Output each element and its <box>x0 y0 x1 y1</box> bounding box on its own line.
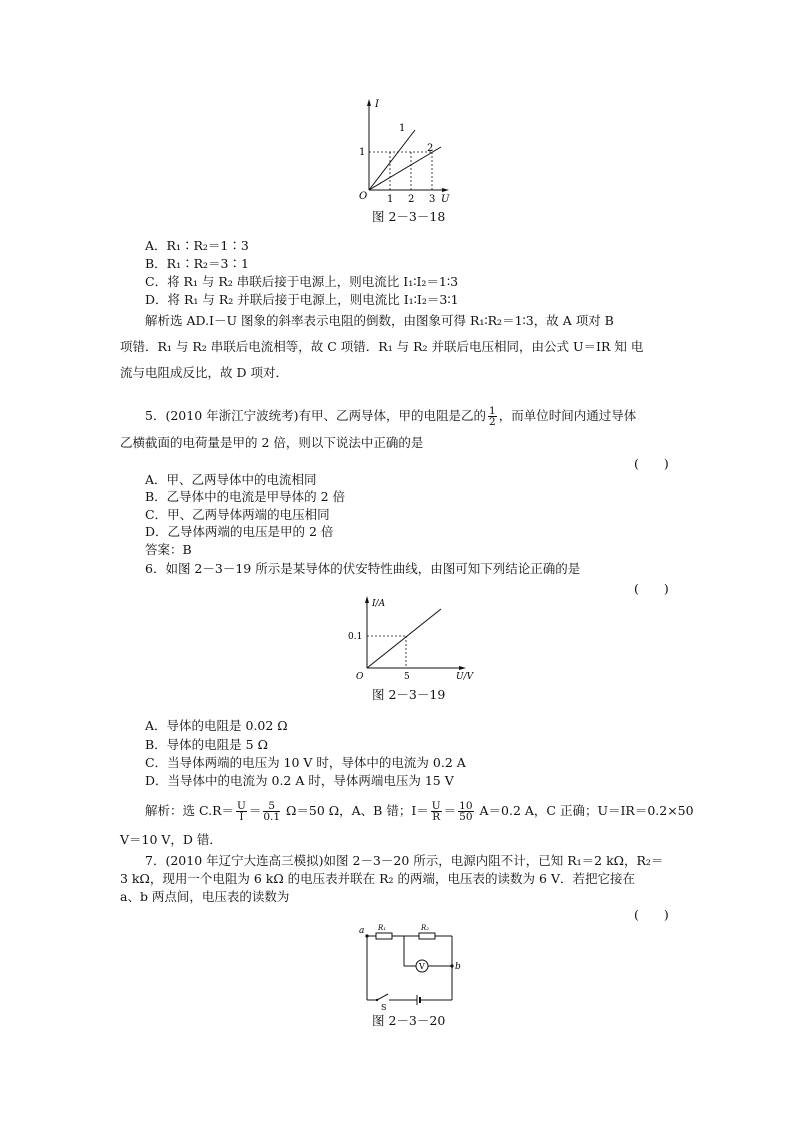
resistor-r1 <box>376 933 392 939</box>
question-7-stem: 7．(2010 年辽宁大连高三模拟)如图 2－3－20 所示，电源内阻不计，已知 R₁＝2 kΩ，R₂＝ <box>145 853 664 868</box>
option-d: D．将 R₁ 与 R₂ 并联后接于电源上，则电流比 I₁∶I₂＝3∶1 <box>145 292 459 307</box>
figure-caption: 图 2－3－20 <box>372 1013 446 1028</box>
line-2-label: 2 <box>427 143 434 154</box>
analysis-line: 流与电阻成反比，故 D 项对． <box>120 365 288 380</box>
label-s: S <box>381 1003 387 1010</box>
analysis-text: ＝ <box>248 803 262 818</box>
option-b: B．乙导体中的电流是甲导体的 2 倍 <box>145 489 346 504</box>
numerator: 1 <box>489 405 496 417</box>
x-axis-label: U/V <box>456 672 474 682</box>
answer-blank: ( ) <box>634 581 669 596</box>
switch-contact <box>376 999 378 1001</box>
option-b: B．导体的电阻是 5 Ω <box>145 737 268 752</box>
analysis-line <box>145 800 694 822</box>
label-a: a <box>359 926 365 936</box>
x-tick-label: 3 <box>429 194 436 205</box>
fraction <box>236 801 247 822</box>
terminal-b <box>450 964 453 967</box>
label-r2: R₂ <box>421 924 430 932</box>
line-1 <box>369 130 415 190</box>
denominator: 0.1 <box>263 811 281 823</box>
answer-blank: ( ) <box>634 456 669 471</box>
label-b: b <box>455 962 461 972</box>
voltmeter-label: V <box>419 962 425 971</box>
x-tick-label: 2 <box>408 194 415 205</box>
stem-text: ，而单位时间内通过导体 <box>498 408 637 423</box>
numerator: U <box>236 800 246 812</box>
fraction <box>488 406 497 427</box>
x-tick-label: 1 <box>387 194 394 205</box>
analysis-text: A＝0.2 A，C 正确；U＝IR＝0.2×50 <box>475 803 694 818</box>
resistor-r2 <box>419 933 435 939</box>
figure-2-3-19 <box>338 592 478 684</box>
option-c: C．甲、乙两导体两端的电压相同 <box>145 507 330 522</box>
denominator: R <box>432 811 441 823</box>
denominator: 2 <box>489 416 496 428</box>
question-7-stem: a、b 两点间，电压表的读数为 <box>120 889 290 904</box>
figure-caption: 图 2－3－19 <box>372 687 446 702</box>
y-tick-label: 1 <box>359 147 366 158</box>
option-d: D．乙导体两端的电压是甲的 2 倍 <box>145 524 334 539</box>
denominator: I <box>239 811 244 823</box>
x-axis-label: U <box>441 194 450 205</box>
fraction <box>431 801 442 822</box>
numerator: 10 <box>459 800 473 812</box>
figure-caption: 图 2－3－18 <box>372 209 446 224</box>
terminal-a <box>365 934 368 937</box>
denominator: 50 <box>459 811 473 823</box>
option-a: A．甲、乙两导体中的电流相同 <box>145 472 317 487</box>
question-6-stem: 6．如图 2－3－19 所示是某导体的伏安特性曲线，由图可知下列结论正确的是 <box>145 561 581 576</box>
option-a: A．导体的电阻是 0.02 Ω <box>145 718 288 733</box>
switch-icon <box>377 994 388 1000</box>
label-r1: R₁ <box>378 924 387 932</box>
origin-label: O <box>359 191 368 202</box>
stem-text: 5．(2010 年浙江宁波统考)有甲、乙两导体，甲的电阻是乙的 <box>145 408 486 423</box>
analysis-line: V＝10 V，D 错． <box>120 832 222 847</box>
analysis-text: 解析：选 C.R＝ <box>145 803 234 818</box>
x-tick-label: 5 <box>404 672 410 682</box>
analysis-text: Ω＝50 Ω，A、B 错；I＝ <box>282 803 429 818</box>
question-5-stem: 乙横截面的电荷量是甲的 2 倍，则以下说法中正确的是 <box>120 435 424 450</box>
line-1-label: 1 <box>399 123 406 134</box>
option-c: C．将 R₁ 与 R₂ 串联后接于电源上，则电流比 I₁∶I₂＝1∶3 <box>145 274 459 289</box>
option-a: A．R₁∶R₂＝1∶3 <box>145 238 249 253</box>
question-5-stem <box>145 406 636 427</box>
answer: 答案：B <box>145 542 192 557</box>
y-axis-label: I/A <box>372 599 386 609</box>
fraction <box>263 801 280 822</box>
fraction <box>458 801 473 822</box>
option-d: D．当导体中的电流为 0.2 A 时，导体两端电压为 15 V <box>145 773 454 788</box>
answer-blank: ( ) <box>634 907 669 922</box>
figure-2-3-20 <box>355 918 465 1010</box>
y-axis-label: I <box>375 99 379 110</box>
y-tick-label: 0.1 <box>348 632 363 642</box>
numerator: U <box>431 800 441 812</box>
iv-line <box>367 609 441 668</box>
question-7-stem: 3 kΩ，现用一个电阻为 6 kΩ 的电压表并联在 R₂ 的两端，电压表的读数为 6 V．若把它接在 <box>120 871 635 886</box>
figure-2-3-18 <box>355 95 455 207</box>
analysis-line: 解析选 AD.I－U 图象的斜率表示电阻的倒数，由图象可得 R₁∶R₂＝1∶3，故 A 项对 B <box>145 313 614 328</box>
analysis-line: 项错．R₁ 与 R₂ 串联后电流相等，故 C 项错．R₁ 与 R₂ 并联后电压相同，由公式 U＝IR 知 电 <box>120 339 644 354</box>
analysis-text: ＝ <box>443 803 457 818</box>
origin-label: O <box>356 672 364 682</box>
option-c: C．当导体两端的电压为 10 V 时，导体中的电流为 0.2 A <box>145 755 466 770</box>
numerator: 5 <box>263 801 280 812</box>
option-b: B．R₁∶R₂＝3∶1 <box>145 256 249 271</box>
